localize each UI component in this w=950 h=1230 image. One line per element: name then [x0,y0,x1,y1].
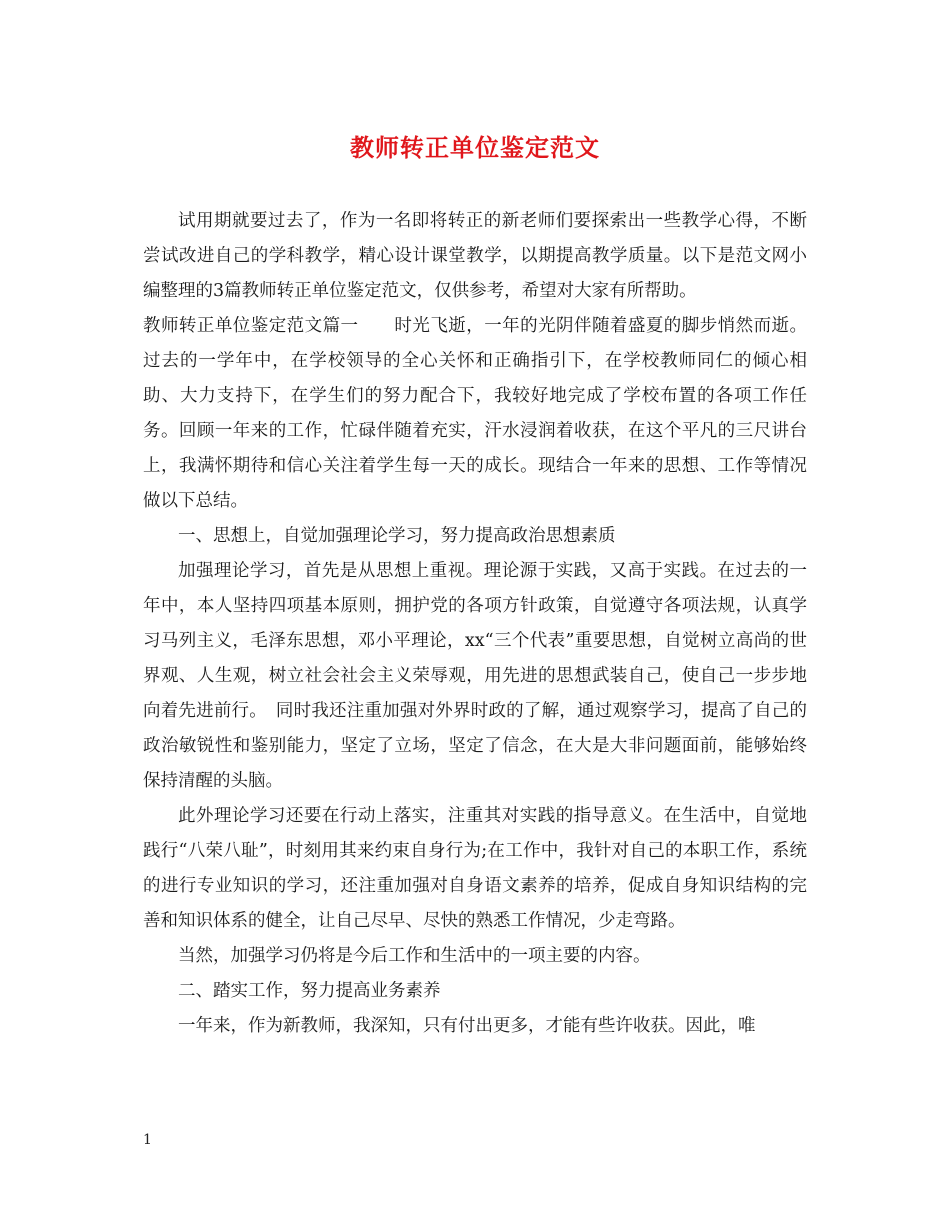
paragraph-continued-study: 当然，加强学习仍将是今后工作和生活中的一项主要的内容。 [178,946,651,966]
paragraph-theory-study: 加强理论学习，首先是从思想上重视。理论源于实践，又高于实践。在过去的一年中，本人坚持四项基本原则，拥护党的各项方针政策，自觉遵守各项法规，认真学习马列主义，毛泽东思想，邓小平理论，xx“三个代表”重要思想，自觉树立高尚的世界观、人生观，树立社会社会主义荣辱观，用先进的思想武装自己，使自己一步步地向着先进前行。 同时我还注重加强对外界时政的了解，通过观察学习，提高了自己的政治敏锐性和鉴别能力，坚定了立场，坚定了信念，在大是大非问题面前，能够始终保持清醒的头脑。 [143,561,807,791]
paragraph-new-teacher: 一年来，作为新教师，我深知，只有付出更多，才能有些许收获。因此，唯 [178,1016,756,1036]
document-title: 教师转正单位鉴定范文 [350,133,600,162]
paragraph-sample-one: 教师转正单位鉴定范文篇一 时光飞逝，一年的光阴伴随着盛夏的脚步悄然而逝。过去的一学年中，在学校领导的全心关怀和正确指引下，在学校教师同仁的倾心相助、大力支持下，在学生们的努力配合下，我较好地完成了学校布置的各项工作任务。回顾一年来的工作，忙碌伴随着充实，汗水浸润着收获，在这个平凡的三尺讲台上，我满怀期待和信心关注着学生每一天的成长。现结合一年来的思想、工作等情况做以下总结。 [143,316,807,511]
section-heading-two: 二、踏实工作，努力提高业务素养 [178,981,441,1001]
section-heading-one: 一、思想上，自觉加强理论学习，努力提高政治思想素质 [178,526,616,546]
page-number: 1 [143,1132,152,1148]
paragraph-intro: 试用期就要过去了，作为一名即将转正的新老师们要探索出一些教学心得，不断尝试改进自己的学科教学，精心设计课堂教学，以期提高教学质量。以下是范文网小编整理的3篇教师转正单位鉴定范文，仅供参考，希望对大家有所帮助。 [143,211,807,301]
document-body [143,204,807,1044]
paragraph-practice: 此外理论学习还要在行动上落实，注重其对实践的指导意义。在生活中，自觉地践行“八荣八耻”，时刻用其来约束自身行为;在工作中，我针对自己的本职工作，系统的进行专业知识的学习，还注重加强对自身语文素养的培养，促成自身知识结构的完善和知识体系的健全，让自己尽早、尽快的熟悉工作情况，少走弯路。 [143,806,807,931]
